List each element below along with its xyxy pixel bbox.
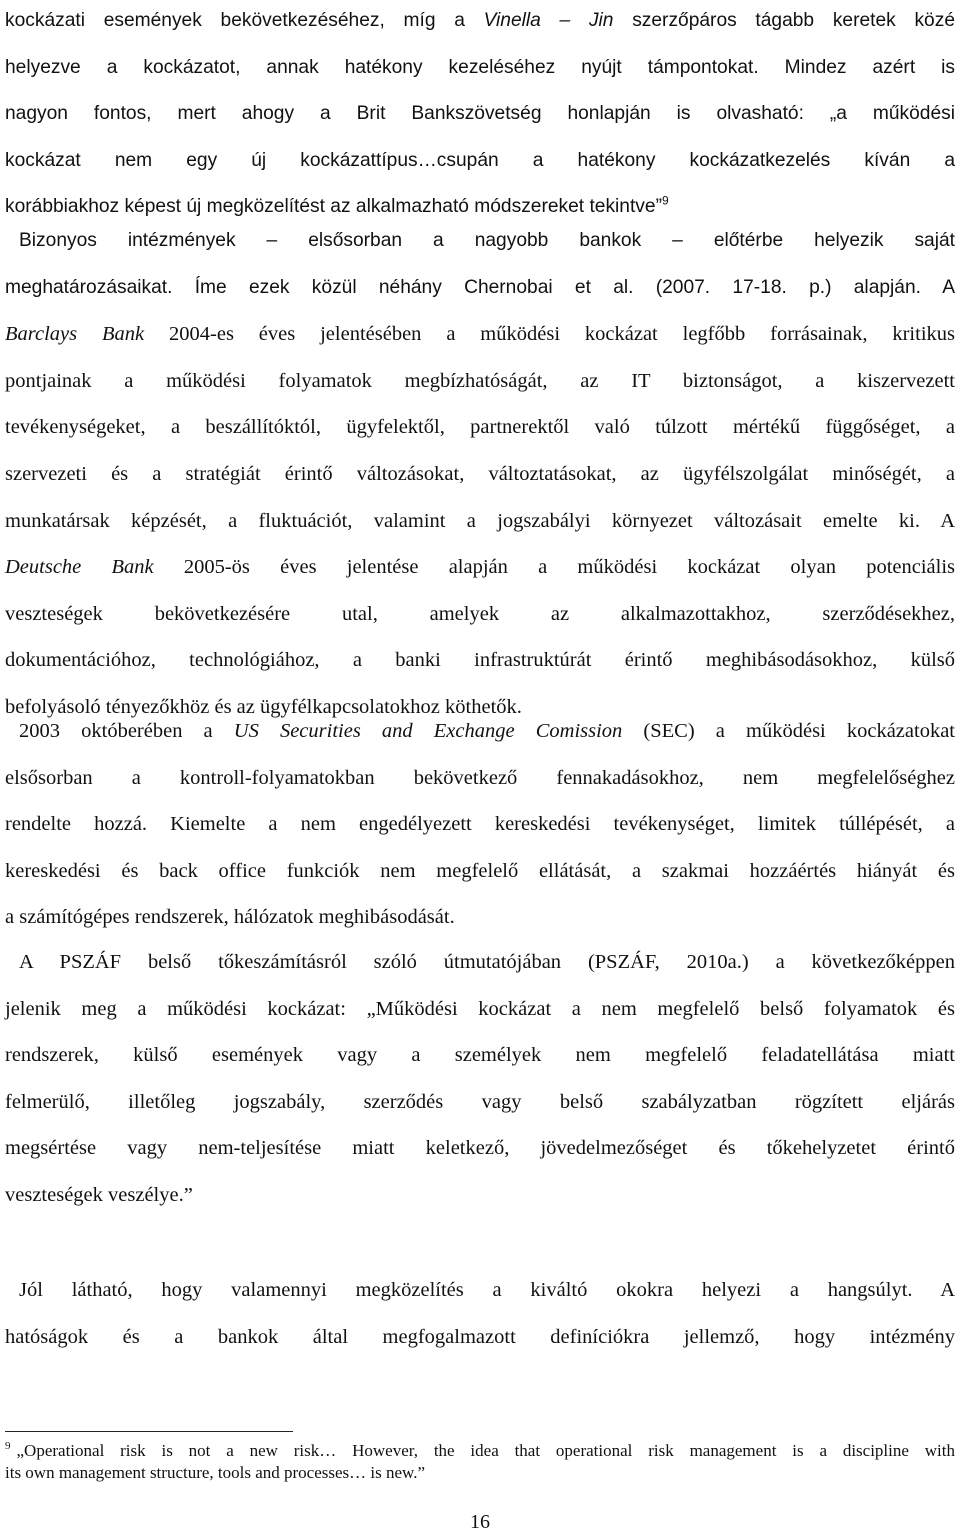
- text-line: rendszerek, külső események vagy a személyek nem megfelelő feladatellátása miatt: [5, 1044, 955, 1067]
- text-line: hatóságok és a bankok által megfogalmazott definíciókra jellemző, hogy intézmény: [5, 1325, 955, 1348]
- text-line: dokumentációhoz, technológiához, a banki infrastruktúrát érintő meghibásodásokhoz, külső: [5, 649, 955, 672]
- text-line: elsősorban a kontroll-folyamatokban bekövetkező fennakadásokhoz, nem megfelelőséghez: [5, 766, 955, 789]
- text-line: 2003 októberében a US Securities and Exchange Comission (SEC) a működési kockázatokat: [19, 720, 955, 742]
- paragraph-sec: [5, 708, 955, 941]
- text-line: nagyon fontos, mert ahogy a Brit Bankszövetség honlapján is olvasható: „a működési: [5, 103, 955, 125]
- text-line: Barclays Bank 2004-es éves jelentésében a működési kockázat legfőbb forrásainak, kritikus: [5, 323, 955, 346]
- footnote-number: 9: [5, 1440, 11, 1453]
- text-line: befolyásoló tényezőkhöz és az ügyfélkapcsolatokhoz köthetők.: [5, 695, 522, 718]
- paragraph-top: [5, 0, 955, 231]
- italic-name: Vinella – Jin: [483, 10, 614, 31]
- text-line: kereskedési és back office funkciók nem megfelelő ellátását, a szakmai hozzáértés hiányát és: [5, 859, 955, 882]
- text-line: kockázat nem egy új kockázattípus…csupán a hatékony kockázatkezelés kíván a: [5, 149, 955, 171]
- text-line: korábbiakhoz képest új megközelítést az alkalmazható módszereket tekintve”$^9$: [5, 193, 669, 218]
- text-line: rendelte hozzá. Kiemelte a nem engedélyezett kereskedési tevékenységet, limitek túllépését, a: [5, 813, 955, 836]
- page-number: 16: [470, 1511, 490, 1533]
- paragraph-institutions: [5, 218, 955, 731]
- footnote-reference: 9: [661, 193, 669, 208]
- text-line: munkatársak képzését, a fluktuációt, valamint a jogszabályi környezet változásait emelte ki. A: [5, 509, 955, 532]
- text-line: tevékenységeket, a beszállítóktól, ügyfelektől, partnerektől való túlzott mértékű függőséget, a: [5, 416, 955, 439]
- paragraph-conclusion: [5, 1267, 955, 1360]
- text-line: veszteségek bekövetkezésére utal, amelyek az alkalmazottakhoz, szerződésekhez,: [5, 602, 955, 625]
- text-line: helyezve a kockázatot, annak hatékony kezeléséhez nyújt támpontokat. Mindez azért is: [5, 56, 955, 78]
- footnote-line: $^9$ „Operational risk is not a new risk… However, the idea that operational risk management is a discipline with: [5, 1440, 955, 1460]
- footnote-line: its own management structure, tools and processes… is new.”: [5, 1463, 426, 1482]
- text-line: kockázati események bekövetkezéséhez, míg a Vinella – Jin szerzőpáros tágabb keretek közé: [5, 10, 955, 31]
- footnote-divider: [5, 1431, 293, 1432]
- paragraph-pszaf: [5, 939, 955, 1219]
- italic-name: US Securities and Exchange Comission: [233, 720, 623, 742]
- text-line: szervezeti és a stratégiát érintő változásokat, változtatásokat, az ügyfélszolgálat minőségét, a: [5, 462, 955, 485]
- text-line: Bizonyos intézmények – elsősorban a nagyobb bankok – előtérbe helyezik saját: [19, 230, 955, 251]
- text-line: felmerülő, illetőleg jogszabály, szerződés vagy belső szabályzatban rögzített eljárás: [5, 1090, 955, 1113]
- text-line: A PSZÁF belső tőkeszámításról szóló útmutatójában (PSZÁF, 2010a.) a következőképpen: [19, 951, 955, 973]
- text-line: Jól látható, hogy valamennyi megközelítés a kiváltó okokra helyezi a hangsúlyt. A: [19, 1279, 955, 1301]
- footnote: [5, 1440, 955, 1484]
- text-line: veszteségek veszélye.”: [5, 1183, 193, 1206]
- text-line: jelenik meg a működési kockázat: „Működési kockázat a nem megfelelő belső folyamatok és: [5, 997, 955, 1020]
- text-line: a számítógépes rendszerek, hálózatok meghibásodását.: [5, 906, 455, 929]
- text-line: pontjainak a működési folyamatok megbízhatóságát, az IT biztonságot, a kiszervezett: [5, 369, 955, 392]
- italic-name: Deutsche Bank: [5, 556, 154, 579]
- text-line: meghatározásaikat. Íme ezek közül néhány Chernobai et al. (2007. 17-18. p.) alapján. A: [5, 276, 955, 298]
- text-line: Deutsche Bank 2005-ös éves jelentése alapján a működési kockázat olyan potenciális: [5, 556, 955, 579]
- text-line: megsértése vagy nem-teljesítése miatt keletkező, jövedelmezőséget és tőkehelyzetet érintő: [5, 1137, 955, 1160]
- italic-name: Barclays Bank: [5, 323, 145, 346]
